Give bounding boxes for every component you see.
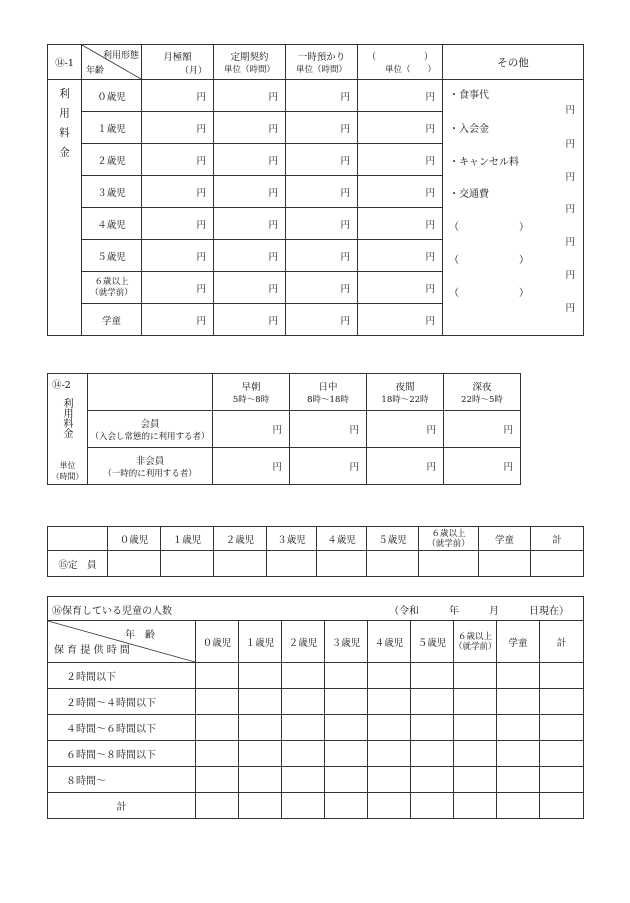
- row-nonmember: [88, 448, 213, 485]
- col-top: 夜間: [395, 382, 415, 393]
- count-cell[interactable]: [497, 663, 540, 689]
- col-header: 計: [540, 621, 584, 663]
- col-header-custom: [358, 45, 443, 80]
- count-cell[interactable]: [325, 767, 368, 793]
- col-header: ６歳以上 （就学前）: [454, 621, 497, 663]
- other-fee-item: ・食事代: [449, 90, 489, 101]
- count-cell[interactable]: [497, 715, 540, 741]
- age-label: ４歳児: [82, 208, 142, 240]
- row-top: 会員: [140, 419, 160, 430]
- fee-cell[interactable]: 円: [214, 272, 286, 304]
- fee-cell[interactable]: 円: [214, 304, 286, 336]
- col-header: 学童: [497, 621, 540, 663]
- count-cell[interactable]: [368, 663, 411, 689]
- col-header: １歳児: [161, 527, 214, 551]
- col-top: 深夜: [472, 382, 492, 393]
- col-header-other: その他: [443, 45, 584, 80]
- col-header: ４歳児: [317, 527, 367, 551]
- col-header: 学童: [479, 527, 531, 551]
- corner-bottom-label: 保 育 提 供 時 間: [54, 645, 130, 656]
- count-cell[interactable]: [540, 689, 584, 715]
- count-cell[interactable]: [282, 793, 325, 819]
- table-row: [48, 663, 584, 689]
- count-cell[interactable]: [454, 715, 497, 741]
- time-range-label: ４時間～６時間以下: [48, 715, 196, 741]
- fee-cell[interactable]: 円: [358, 208, 443, 240]
- side-label: [60, 398, 72, 441]
- table-row: [48, 715, 584, 741]
- table-row: [48, 767, 584, 793]
- count-cell[interactable]: [325, 663, 368, 689]
- count-cell[interactable]: [411, 793, 454, 819]
- col-header-bottom: 単位（時間）: [223, 65, 275, 75]
- blank-corner: [48, 527, 108, 551]
- row-bottom: （入会し常態的に利用する者）: [90, 432, 210, 442]
- other-fee-item: （ ）: [449, 222, 529, 233]
- fee-cell[interactable]: 円: [214, 240, 286, 272]
- fee-cell[interactable]: 円: [142, 240, 214, 272]
- fee-cell[interactable]: 円: [214, 208, 286, 240]
- count-cell[interactable]: [454, 741, 497, 767]
- count-cell[interactable]: [497, 793, 540, 819]
- children-count-table: [47, 596, 584, 819]
- fee-cell[interactable]: 円: [358, 112, 443, 144]
- col-header-top: 定期契約: [230, 52, 269, 63]
- table-row: [48, 689, 584, 715]
- fee-cell[interactable]: 円: [286, 80, 358, 112]
- time-range-label: 計: [48, 793, 196, 819]
- other-fee-yen[interactable]: 円: [565, 139, 575, 150]
- count-cell[interactable]: [282, 663, 325, 689]
- table-row: [48, 80, 584, 112]
- count-cell[interactable]: [239, 663, 282, 689]
- table-row: [48, 741, 584, 767]
- col-bottom: 22時～5時: [461, 395, 503, 405]
- other-fee-item: ・キャンセル料: [449, 157, 519, 168]
- count-cell[interactable]: [282, 767, 325, 793]
- count-cell[interactable]: [411, 741, 454, 767]
- capacity-cell[interactable]: [479, 551, 531, 577]
- capacity-cell[interactable]: [531, 551, 584, 577]
- col-header-monthly: [142, 45, 214, 80]
- fee-cell[interactable]: 円: [286, 112, 358, 144]
- corner-top-label: 年 齢: [125, 630, 155, 641]
- col-header: ５歳児: [411, 621, 454, 663]
- count-cell[interactable]: [411, 767, 454, 793]
- time-range-label: ８時間～: [48, 767, 196, 793]
- fee-cell[interactable]: 円: [286, 240, 358, 272]
- fee-cell[interactable]: 円: [367, 411, 444, 448]
- col-header-bottom: 単位（ ）: [384, 65, 436, 75]
- other-fee-item: ・交通費: [449, 189, 489, 200]
- count-cell[interactable]: [196, 793, 239, 819]
- count-cell[interactable]: [411, 715, 454, 741]
- side-label-text: 利用料金: [58, 88, 70, 166]
- section-number: ⑭-1: [48, 45, 82, 80]
- other-fee-yen[interactable]: 円: [565, 105, 575, 116]
- count-cell[interactable]: [497, 767, 540, 793]
- unit-label: 単位 （時間）: [51, 461, 84, 481]
- count-cell[interactable]: [540, 663, 584, 689]
- count-cell[interactable]: [239, 741, 282, 767]
- count-cell[interactable]: [454, 793, 497, 819]
- capacity-cell[interactable]: [108, 551, 161, 577]
- row-top: 非会員: [135, 456, 165, 467]
- count-cell[interactable]: [540, 793, 584, 819]
- fee-cell[interactable]: 円: [367, 448, 444, 485]
- fee-cell[interactable]: 円: [358, 240, 443, 272]
- age-label: ０歳児: [82, 80, 142, 112]
- count-cell[interactable]: [325, 793, 368, 819]
- count-cell[interactable]: [368, 767, 411, 793]
- col-header: ０歳児: [108, 527, 161, 551]
- other-fee-yen[interactable]: 円: [565, 172, 575, 183]
- fee-cell[interactable]: 円: [213, 448, 290, 485]
- fee-table-14-2: [47, 373, 521, 485]
- as-of-date: （令和 年 月 日現在）: [389, 606, 570, 617]
- count-cell[interactable]: [454, 767, 497, 793]
- col-header-night: [367, 374, 444, 411]
- other-fee-item: （ ）: [449, 255, 529, 266]
- fee-cell[interactable]: 円: [358, 272, 443, 304]
- count-cell[interactable]: [239, 689, 282, 715]
- col-header-temporary: [286, 45, 358, 80]
- fee-cell[interactable]: 円: [286, 208, 358, 240]
- col-header-top: 月極額: [163, 51, 192, 63]
- title-row: [48, 597, 584, 621]
- fee-table-14-1: [47, 44, 584, 336]
- blank-header: [88, 374, 213, 411]
- col-header: ５歳児: [367, 527, 419, 551]
- count-cell[interactable]: [196, 663, 239, 689]
- age-label: ３歳児: [82, 176, 142, 208]
- count-cell[interactable]: [196, 689, 239, 715]
- col-header-bottom: 単位（時間）: [295, 65, 347, 75]
- fee-cell[interactable]: 円: [142, 144, 214, 176]
- fee-cell[interactable]: 円: [290, 448, 367, 485]
- count-cell[interactable]: [540, 741, 584, 767]
- fee-cell[interactable]: 円: [142, 304, 214, 336]
- fee-cell[interactable]: 円: [214, 112, 286, 144]
- row-bottom: （一時的に利用する者）: [103, 469, 197, 479]
- capacity-table: [47, 526, 584, 577]
- col-header: ３歳児: [325, 621, 368, 663]
- fee-cell[interactable]: 円: [286, 144, 358, 176]
- fee-cell[interactable]: 円: [142, 176, 214, 208]
- col-header-early: [213, 374, 290, 411]
- count-cell[interactable]: [282, 689, 325, 715]
- count-cell[interactable]: [540, 715, 584, 741]
- count-cell[interactable]: [540, 767, 584, 793]
- corner-header: [82, 45, 142, 80]
- fee-cell[interactable]: 円: [142, 208, 214, 240]
- col-header: ２歳児: [214, 527, 267, 551]
- time-range-label: ６時間～８時間以下: [48, 741, 196, 767]
- col-header-latenight: [444, 374, 521, 411]
- count-cell[interactable]: [368, 715, 411, 741]
- other-fee-item: ・入会金: [449, 124, 489, 135]
- fee-cell[interactable]: 円: [214, 80, 286, 112]
- col-header-top: （ ）: [366, 52, 434, 63]
- other-fee-yen[interactable]: 円: [565, 204, 575, 215]
- fee-cell[interactable]: 円: [286, 272, 358, 304]
- fee-cell[interactable]: 円: [214, 176, 286, 208]
- count-cell[interactable]: [411, 689, 454, 715]
- other-fee-yen[interactable]: 円: [565, 237, 575, 248]
- col-header-top: 一時預かり: [297, 52, 346, 63]
- count-cell[interactable]: [282, 741, 325, 767]
- count-cell[interactable]: [282, 715, 325, 741]
- fee-cell[interactable]: 円: [290, 411, 367, 448]
- capacity-cell[interactable]: [161, 551, 214, 577]
- col-header-day: [290, 374, 367, 411]
- row-label-capacity: ⑮定 員: [48, 551, 108, 577]
- count-cell[interactable]: [497, 689, 540, 715]
- capacity-cell[interactable]: [317, 551, 367, 577]
- count-cell[interactable]: [411, 663, 454, 689]
- col-bottom: 5時～8時: [232, 395, 270, 405]
- count-cell[interactable]: [325, 689, 368, 715]
- age-label: １歳児: [82, 112, 142, 144]
- count-cell[interactable]: [454, 663, 497, 689]
- corner-header: [48, 621, 196, 663]
- fee-cell[interactable]: 円: [444, 411, 521, 448]
- count-cell[interactable]: [239, 767, 282, 793]
- count-cell[interactable]: [325, 715, 368, 741]
- fee-cell[interactable]: 円: [358, 176, 443, 208]
- col-top: 日中: [318, 382, 338, 393]
- time-range-label: ２時間以下: [48, 663, 196, 689]
- table-row: [48, 793, 584, 819]
- fee-cell[interactable]: 円: [358, 80, 443, 112]
- age-label: ２歳児: [82, 144, 142, 176]
- count-cell[interactable]: [368, 689, 411, 715]
- other-fee-yen[interactable]: 円: [565, 270, 575, 281]
- count-cell[interactable]: [196, 767, 239, 793]
- count-cell[interactable]: [239, 715, 282, 741]
- row-member: [88, 411, 213, 448]
- corner-top-label: 利用形態: [102, 51, 139, 61]
- col-header: ４歳児: [368, 621, 411, 663]
- age-label: ５歳児: [82, 240, 142, 272]
- col-header-bottom: （月）: [179, 65, 207, 76]
- other-fees: [443, 80, 584, 336]
- side-label-text: 利用料金: [61, 398, 72, 438]
- count-cell[interactable]: [325, 741, 368, 767]
- time-range-label: ２時間～４時間以下: [48, 689, 196, 715]
- col-header: 計: [531, 527, 584, 551]
- capacity-cell[interactable]: [267, 551, 317, 577]
- count-cell[interactable]: [196, 741, 239, 767]
- table-title: ⑯保育している児童の人数: [52, 606, 172, 617]
- other-fee-yen[interactable]: 円: [565, 303, 575, 314]
- section-cell: [48, 374, 88, 485]
- col-header: ６歳以上 （就学前）: [419, 527, 479, 551]
- count-cell[interactable]: [454, 689, 497, 715]
- col-top: 早朝: [241, 382, 261, 393]
- col-bottom: 18時～22時: [381, 395, 429, 405]
- corner-bottom-label: 年齢: [86, 66, 105, 76]
- fee-cell[interactable]: 円: [286, 304, 358, 336]
- count-cell[interactable]: [497, 741, 540, 767]
- col-header: ２歳児: [282, 621, 325, 663]
- age-label: ６歳以上 （就学前）: [82, 272, 142, 304]
- fee-cell[interactable]: 円: [214, 144, 286, 176]
- col-bottom: 8時～18時: [307, 395, 349, 405]
- section-number: ⑭-2: [52, 380, 71, 391]
- fee-cell[interactable]: 円: [358, 304, 443, 336]
- fee-cell[interactable]: 円: [142, 80, 214, 112]
- fee-cell[interactable]: 円: [286, 176, 358, 208]
- fee-cell[interactable]: 円: [142, 272, 214, 304]
- count-cell[interactable]: [196, 715, 239, 741]
- fee-cell[interactable]: 円: [142, 112, 214, 144]
- col-header: １歳児: [239, 621, 282, 663]
- col-header: ０歳児: [196, 621, 239, 663]
- capacity-cell[interactable]: [419, 551, 479, 577]
- fee-cell[interactable]: 円: [444, 448, 521, 485]
- other-fee-item: （ ）: [449, 288, 529, 299]
- side-label: [48, 80, 82, 336]
- capacity-cell[interactable]: [367, 551, 419, 577]
- capacity-cell[interactable]: [214, 551, 267, 577]
- fee-cell[interactable]: 円: [358, 144, 443, 176]
- age-label: 学童: [82, 304, 142, 336]
- count-cell[interactable]: [368, 793, 411, 819]
- count-cell[interactable]: [239, 793, 282, 819]
- count-cell[interactable]: [368, 741, 411, 767]
- col-header: ３歳児: [267, 527, 317, 551]
- fee-cell[interactable]: 円: [213, 411, 290, 448]
- col-header-contract: [214, 45, 286, 80]
